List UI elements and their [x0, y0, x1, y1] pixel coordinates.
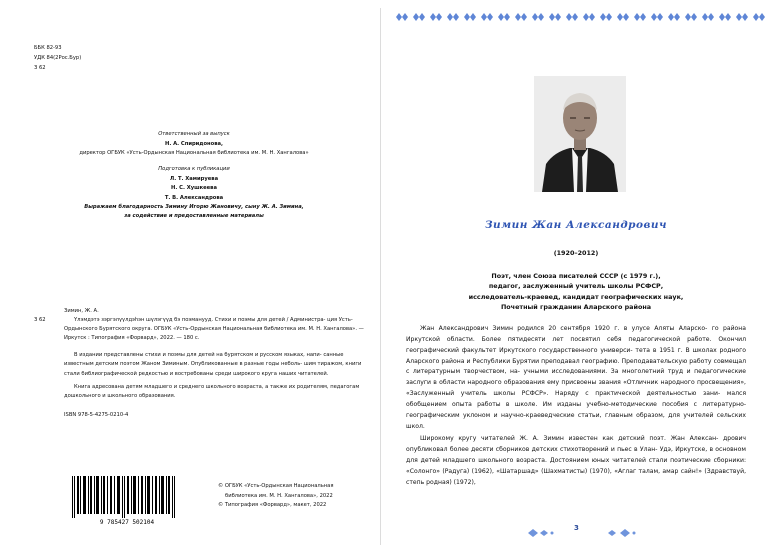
left-page [8, 8, 381, 545]
biography-text [406, 324, 746, 491]
author-titles [384, 271, 768, 312]
catalog-line: ция Усть-Ордынского Бурятского округа. ОГБУК «Усть-Ордынская Национальная библиотека [64, 317, 353, 333]
text-line: мался обобщением опыта работы в школе. Им изданы учебно-методические пособия [406, 390, 747, 408]
text-line: тета в 1951 г. В школах родного Аларского района и Республики Бурятии преподавал [406, 346, 747, 365]
annotation-line: В издании представлены стихи и поэмы для детей на бурятском и русском языках, напи- [74, 352, 322, 359]
catalog-author: Зимин, Ж. А. [64, 308, 99, 314]
responsible-heading: Ответственный за выпуск [158, 131, 230, 137]
text-line: образом, для учителей сельских школ. [406, 411, 746, 430]
author-portrait [534, 76, 626, 192]
annotation-line: санные известным детским поэтом Жаном Зиминым. Опубликованные в разные годы неболь- [64, 352, 344, 368]
portrait-image [534, 76, 626, 192]
right-page [384, 8, 768, 545]
text-line: географию. Преподавательскую работу совмещал с литературным творчеством, на- [406, 357, 747, 376]
acknowledgement-line: за содействие и предоставленные материалы [124, 213, 264, 220]
catalog-line: Үлэмдэтэ зэргэлүүлдэһэн шүлэгүүд бэ поэманууд. Стихи и поэмы для детей / Администра- [74, 317, 326, 324]
copyright-block [218, 482, 333, 511]
barcode-graphic [68, 476, 186, 526]
isbn: ISBN 978-5-4275-0210-4 [64, 411, 129, 418]
biography-paragraph [406, 434, 746, 488]
prepared-name: Н. С. Хушкеева [171, 185, 217, 192]
copyright-line: библиотека им. М. Н. Хангалова», 2022 [225, 492, 333, 499]
acknowledgement-line: Выражаем благодарность Зимину Игорю Жановичу, сыну Ж. А. Зимина, [84, 204, 304, 210]
annotation-line: шим тиражом, книги стали библиографической редкостью и востребованы среди широкого [64, 361, 362, 377]
text-line: учными исследованиями. За многолетний труд и педагогические заслуги в области [406, 368, 747, 387]
text-line: дрович опубликовал более десяти сборников детских стихотворений и пьес в Улан- [406, 435, 747, 454]
text-line: (Шахматисты) (1970), «Аглаг талам, амар сайн!» (Здравствуй, степь родная) (1972), [406, 467, 747, 486]
copyright-line: © Типография «Форвард», макет, 2022 [218, 502, 327, 509]
barcode-digits: 9 785427 502104 [99, 519, 155, 526]
catalog-index: З 62 [34, 317, 46, 324]
acknowledgement [48, 203, 340, 222]
text-line: Удэ, Иркутске, в основном для детей младшего школьного возраста. Достоянием [406, 446, 746, 465]
responsible-name: Н. А. Спиридонова, [165, 140, 223, 147]
catalog-line: им. М. Н. Хангалова». — Иркутск : Типография «Форвард», 2022. — 180 с. [64, 326, 364, 342]
copyright-line: © ОГБУК «Усть-Ордынская Национальная [218, 483, 334, 489]
bottom-ornament [524, 526, 644, 540]
text-line: го района Иркутской области. Более пятидесяти лет посвятил себя педагогической [406, 325, 746, 343]
title-line: исследователь-краевед, кандидат географических наук, [468, 292, 684, 301]
text-line: Жан Александрович Зимин родился 20 сентября 1920 г. в улусе Аляты Аларско- [420, 325, 708, 332]
annotation-line: круга наших читателей. [261, 370, 329, 377]
text-line: Широкому кругу читателей Ж. А. Зимин известен как детский поэт. Жан Алексан- [420, 435, 719, 443]
text-line: народного образования ему присвоены звания «Отличник народного просвещения», [467, 379, 746, 387]
isbn-barcode [68, 476, 186, 526]
bbk-code: ББК 82-93 [34, 45, 62, 51]
title-line: Поэт, член Союза писателей СССР (с 1979 г.), [491, 272, 661, 280]
title-line: Почетный гражданин Аларского района [500, 302, 652, 311]
annotation-line: педагогам дошкольного и школьного образования. [64, 383, 360, 399]
page-number: 3 [574, 524, 579, 532]
text-line: «Заслуженный учитель школы РСФСР». Наряду с практической деятельностью зани- [406, 390, 721, 398]
catalog-record [34, 307, 364, 420]
prepared-name: Л. Т. Хамируева [169, 175, 219, 182]
credits-block [8, 130, 380, 203]
prepared-heading: Подготовка к публикации [158, 165, 230, 172]
bibliographic-codes [34, 44, 81, 74]
author-mark: З 62 [34, 64, 46, 71]
text-line: работе. Окончил географический факультет Иркутского государственного универси- [406, 335, 746, 354]
text-line: с литературно-географическим уклоном и научно-краеведческие статьи, главным [406, 400, 747, 419]
annotation-line: Книга адресована детям младшего и среднего школьного возраста, а также их родителям, [74, 383, 329, 390]
udk-code: УДК 84(2Рос.Бур) [34, 54, 82, 61]
biography-paragraph [406, 324, 746, 432]
text-line: юных читателей стали поэтические сборники: «Солонго» (Радуга) (1962), «Шатаршад» [406, 457, 747, 475]
life-years: (1920–2012) [553, 249, 599, 257]
author-name: Зимин Жан Александрович [484, 219, 668, 231]
prepared-name: Т. В. Александрова [164, 194, 224, 201]
top-ornament-border [394, 10, 770, 24]
title-line: педагог, заслуженный учитель школы РСФСР, [488, 282, 664, 291]
responsible-role: директор ОГБУК «Усть-Ордынская Национальная библиотека им. М. Н. Хангалова» [79, 150, 309, 157]
